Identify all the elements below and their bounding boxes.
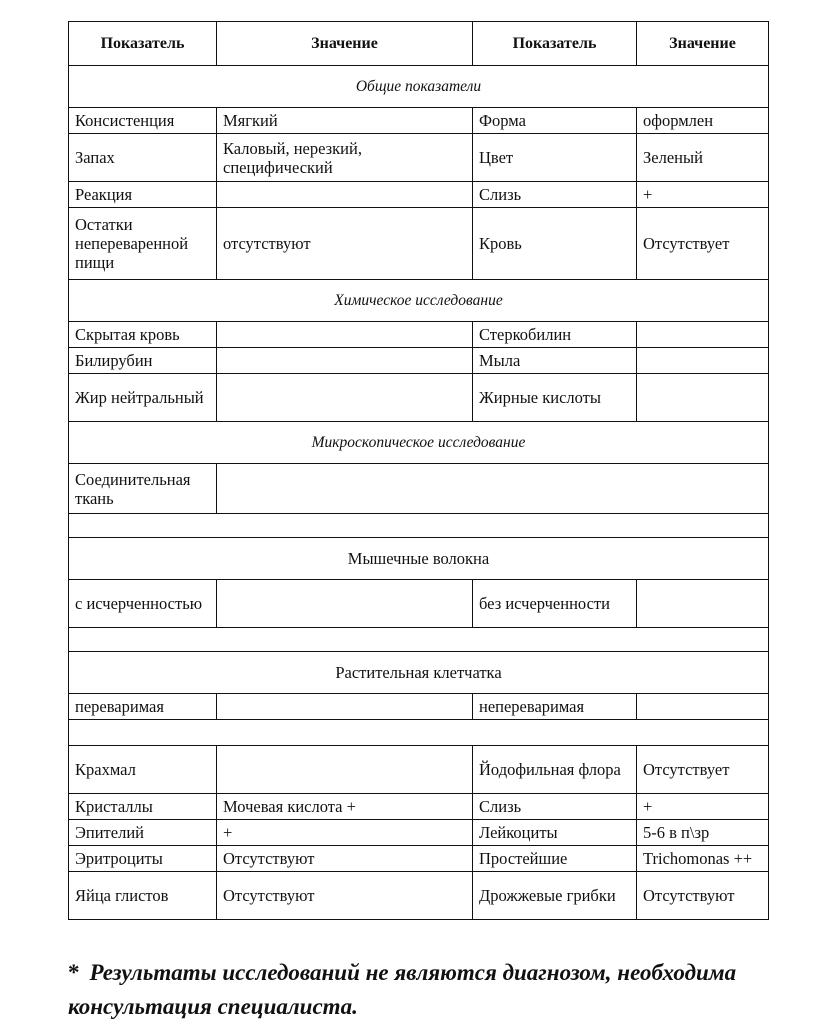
- table-row: [69, 746, 769, 794]
- cell-value-2: Зеленый: [637, 134, 769, 182]
- spacer-row: [69, 720, 769, 746]
- cell-value: [217, 322, 473, 348]
- spacer-row: [69, 514, 769, 538]
- cell-label: Эритроциты: [69, 846, 217, 872]
- cell-value-2: оформлен: [637, 108, 769, 134]
- cell-label: Запах: [69, 134, 217, 182]
- table-row: [69, 208, 769, 280]
- cell-label-2: непереваримая: [473, 694, 637, 720]
- cell-label: Остатки непереваренной пищи: [69, 208, 217, 280]
- cell-value-2: 5-6 в п\зр: [637, 820, 769, 846]
- cell-value: [217, 746, 473, 794]
- cell-label: Эпителий: [69, 820, 217, 846]
- cell-label: Консистенция: [69, 108, 217, 134]
- section-general: Общие показатели: [69, 66, 769, 108]
- cell-value: Отсутствуют: [217, 846, 473, 872]
- cell-label: с исчерченностью: [69, 580, 217, 628]
- table-row: [69, 872, 769, 920]
- cell-value: отсутствуют: [217, 208, 473, 280]
- cell-value: Каловый, нерезкий, специфический: [217, 134, 473, 182]
- section-chemical: Химическое исследование: [69, 280, 769, 322]
- section-row: [69, 538, 769, 580]
- cell-value: [217, 580, 473, 628]
- header-value-2: Значение: [637, 22, 769, 66]
- section-muscle-fibers: Мышечные волокна: [69, 538, 769, 580]
- table-row: [69, 108, 769, 134]
- cell-label-2: Йодофильная флора: [473, 746, 637, 794]
- header-indicator: Показатель: [69, 22, 217, 66]
- empty-cell: [69, 628, 769, 652]
- cell-label: Крахмал: [69, 746, 217, 794]
- section-row: [69, 422, 769, 464]
- empty-cell: [69, 720, 769, 746]
- empty-cell: [69, 514, 769, 538]
- cell-label-2: Мыла: [473, 348, 637, 374]
- header-value: Значение: [217, 22, 473, 66]
- cell-label: переваримая: [69, 694, 217, 720]
- cell-value-2: +: [637, 182, 769, 208]
- table-row: [69, 846, 769, 872]
- table-row: [69, 374, 769, 422]
- cell-label: Кристаллы: [69, 794, 217, 820]
- cell-value-2: Отсутствует: [637, 746, 769, 794]
- cell-label-2: Простейшие: [473, 846, 637, 872]
- cell-label-2: Форма: [473, 108, 637, 134]
- cell-value: [217, 374, 473, 422]
- table-row: [69, 182, 769, 208]
- spacer-row: [69, 628, 769, 652]
- table-header-row: [69, 22, 769, 66]
- cell-label-2: Слизь: [473, 794, 637, 820]
- cell-value-2: +: [637, 794, 769, 820]
- section-microscopic: Микроскопическое исследование: [69, 422, 769, 464]
- cell-value-2: [637, 374, 769, 422]
- cell-value-2: Trichomonas ++: [637, 846, 769, 872]
- section-row: [69, 280, 769, 322]
- table-row: [69, 464, 769, 514]
- cell-label-2: Жирные кислоты: [473, 374, 637, 422]
- cell-value: [217, 694, 473, 720]
- cell-label: Скрытая кровь: [69, 322, 217, 348]
- section-plant-fiber: Растительная клетчатка: [69, 652, 769, 694]
- cell-label: Соединительная ткань: [69, 464, 217, 514]
- table-row: [69, 580, 769, 628]
- cell-label: Жир нейтральный: [69, 374, 217, 422]
- cell-label-2: Дрожжевые грибки: [473, 872, 637, 920]
- cell-value-2: [637, 322, 769, 348]
- cell-value-2: [637, 348, 769, 374]
- table-row: [69, 134, 769, 182]
- cell-value: Отсутствуют: [217, 872, 473, 920]
- asterisk: *: [68, 960, 80, 985]
- table-row: [69, 348, 769, 374]
- cell-value: [217, 348, 473, 374]
- disclaimer: [68, 956, 808, 1024]
- cell-value: [217, 182, 473, 208]
- cell-value: Мягкий: [217, 108, 473, 134]
- table-row: [69, 322, 769, 348]
- cell-label-2: Кровь: [473, 208, 637, 280]
- cell-label: Реакция: [69, 182, 217, 208]
- cell-label-2: без исчерченности: [473, 580, 637, 628]
- cell-value: [217, 464, 769, 514]
- cell-label-2: Лейкоциты: [473, 820, 637, 846]
- header-indicator-2: Показатель: [473, 22, 637, 66]
- cell-value: +: [217, 820, 473, 846]
- cell-label-2: Слизь: [473, 182, 637, 208]
- cell-label-2: Стеркобилин: [473, 322, 637, 348]
- results-table: [68, 21, 769, 920]
- cell-value-2: Отсутствует: [637, 208, 769, 280]
- cell-value-2: [637, 694, 769, 720]
- section-row: [69, 66, 769, 108]
- disclaimer-text: Результаты исследований не являются диагнозом, необходима консультация специалиста.: [68, 960, 737, 1019]
- cell-value-2: Отсутствуют: [637, 872, 769, 920]
- section-row: [69, 652, 769, 694]
- table-row: [69, 820, 769, 846]
- cell-label: Яйца глистов: [69, 872, 217, 920]
- cell-label: Билирубин: [69, 348, 217, 374]
- table-row: [69, 794, 769, 820]
- cell-label-2: Цвет: [473, 134, 637, 182]
- cell-value: Мочевая кислота +: [217, 794, 473, 820]
- table-row: [69, 694, 769, 720]
- cell-value-2: [637, 580, 769, 628]
